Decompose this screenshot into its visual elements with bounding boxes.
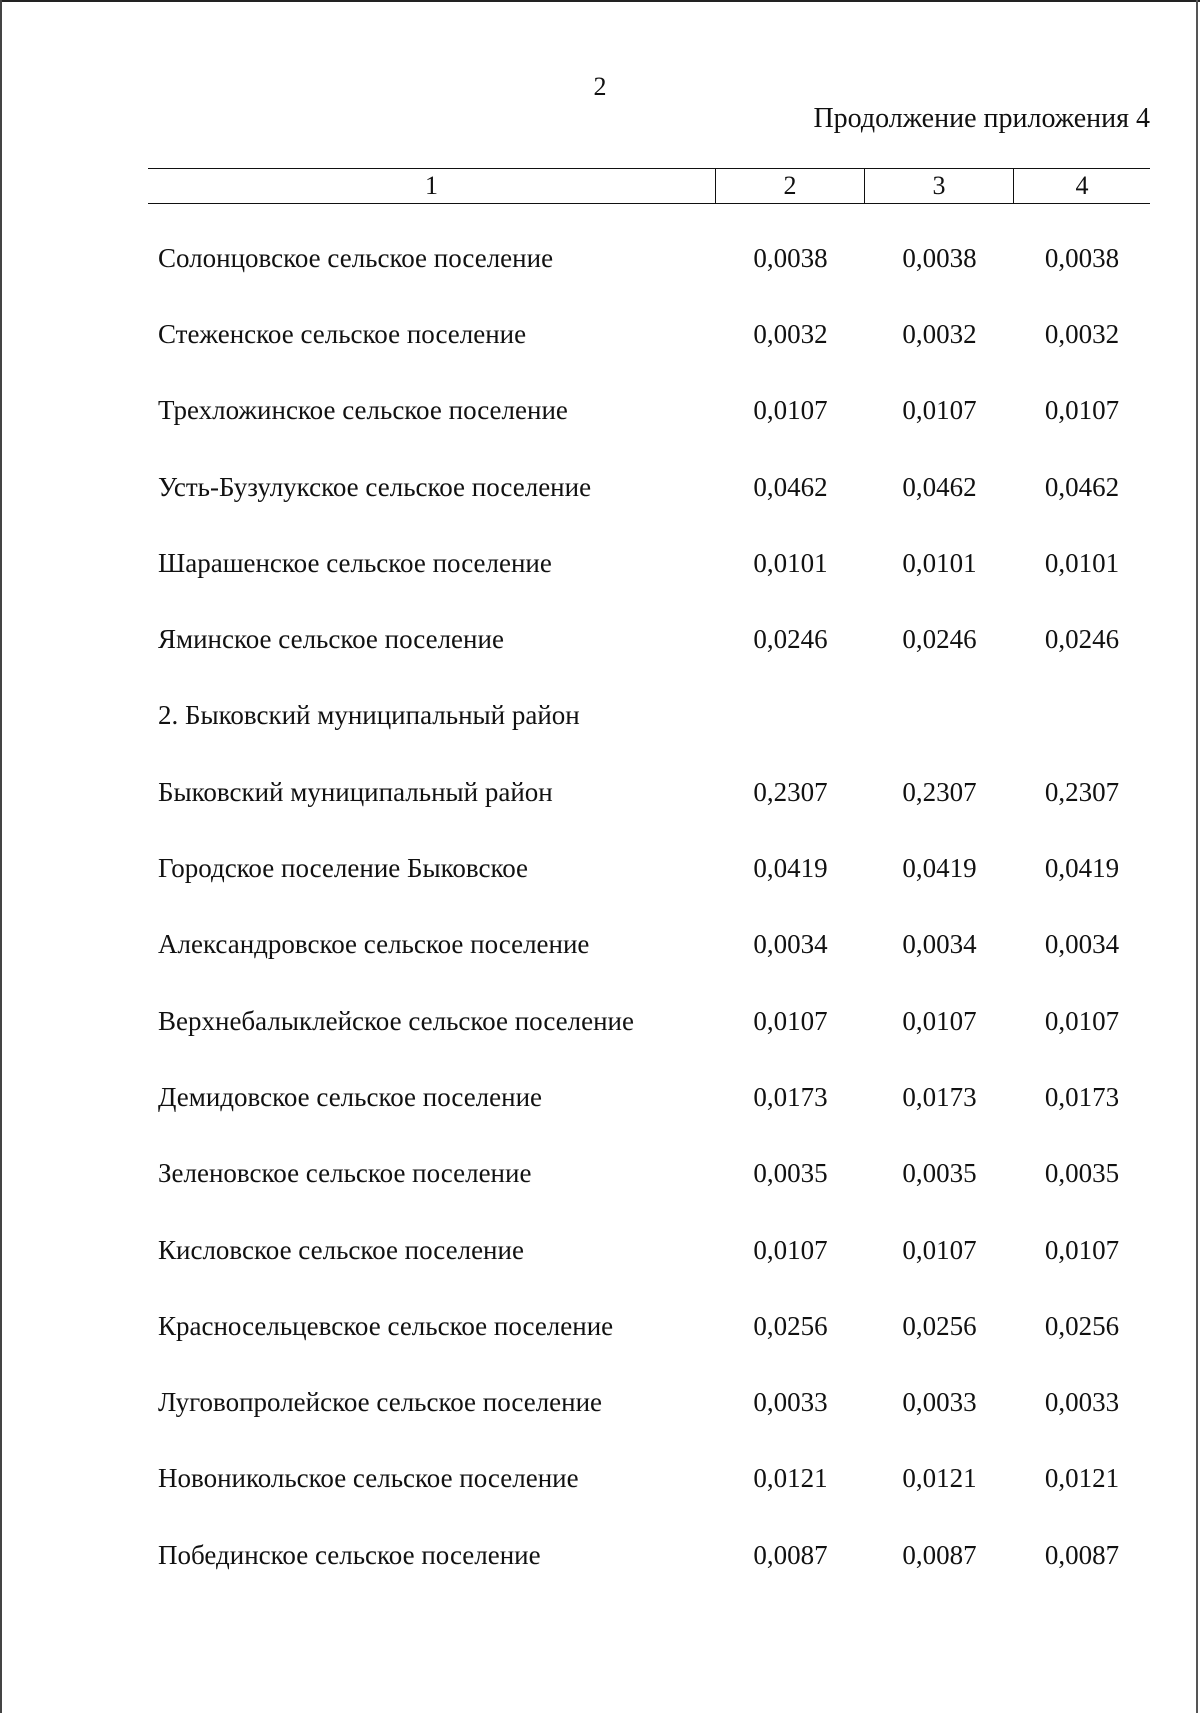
row-value-col4: 0,0121 [1044, 1463, 1120, 1494]
row-name-cell: Красносельцевское сельское поселение [158, 1310, 614, 1341]
row-value-col2: 0,0033 [753, 1387, 828, 1418]
row-value-col2: 0,0038 [753, 242, 828, 273]
row-value-col3: 0,0121 [902, 1463, 977, 1494]
row-name-cell: Верхнебалыклейское сельское поселение [158, 1005, 634, 1036]
row-name-cell: Побединское сельское поселение [158, 1539, 541, 1570]
row-value-col2: 0,0034 [753, 929, 828, 960]
table-body [148, 220, 1150, 1593]
row-name-cell: Александровское сельское поселение [158, 929, 590, 960]
table-row [148, 1364, 1150, 1440]
row-name-cell: Шарашенское сельское поселение [158, 547, 552, 578]
row-value-col2: 0,0173 [753, 1081, 828, 1112]
row-name-cell: Городское поселение Быковское [158, 853, 529, 884]
row-value-col2: 0,0419 [753, 853, 828, 884]
row-value-col2: 0,0035 [753, 1158, 828, 1189]
row-value-col3: 0,0038 [902, 242, 977, 273]
table-header-row [148, 168, 1150, 204]
table-row [148, 678, 1150, 754]
row-value-col3: 0,0033 [902, 1387, 977, 1418]
table-row [148, 601, 1150, 677]
row-value-col3: 0,0032 [902, 318, 977, 349]
row-value-col4: 0,0038 [1044, 242, 1120, 273]
row-value-col4: 0,0107 [1044, 395, 1120, 426]
row-name-cell: Зеленовское сельское поселение [158, 1158, 532, 1189]
scan-edge-top [0, 0, 1200, 2]
table-row [148, 1059, 1150, 1135]
row-value-col2: 0,2307 [753, 776, 828, 807]
row-value-col2: 0,0246 [753, 624, 828, 655]
row-value-col3: 0,0462 [902, 471, 977, 502]
row-value-col4: 0,0462 [1044, 471, 1120, 502]
row-value-col4: 0,0032 [1044, 318, 1120, 349]
table-row [148, 1288, 1150, 1364]
row-value-col2: 0,0107 [753, 1234, 828, 1265]
table-row [148, 1212, 1150, 1288]
row-value-col3: 0,0107 [902, 395, 977, 426]
row-name-cell: Луговопролейское сельское поселение [158, 1387, 603, 1418]
row-value-col4: 0,0034 [1044, 929, 1120, 960]
row-value-col4: 0,0173 [1044, 1081, 1120, 1112]
row-name-cell: Новоникольское сельское поселение [158, 1463, 579, 1494]
row-value-col3: 0,2307 [902, 776, 977, 807]
table-row [148, 296, 1150, 372]
table-row [148, 220, 1150, 296]
row-name-cell: Кисловское сельское поселение [158, 1234, 524, 1265]
column-header-4: 4 [1075, 171, 1089, 200]
row-value-col3: 0,0107 [902, 1234, 977, 1265]
row-value-col2: 0,0107 [753, 395, 828, 426]
row-name-cell: Трехложинское сельское поселение [158, 395, 568, 426]
table-row [148, 754, 1150, 830]
table-row [148, 1441, 1150, 1517]
row-value-col3: 0,0419 [902, 853, 977, 884]
row-value-col4: 0,0246 [1044, 624, 1120, 655]
scan-edge-left [0, 0, 2, 1713]
row-value-col4: 0,0087 [1044, 1539, 1120, 1570]
row-value-col4: 0,0033 [1044, 1387, 1120, 1418]
row-value-col3: 0,0173 [902, 1081, 977, 1112]
row-value-col3: 0,0107 [902, 1005, 977, 1036]
table-row [148, 525, 1150, 601]
column-header-3: 3 [865, 169, 1014, 203]
column-header-1: 1 [148, 169, 716, 203]
row-value-col2: 0,0256 [753, 1310, 828, 1341]
table-row [148, 983, 1150, 1059]
row-value-col2: 0,0107 [753, 1005, 828, 1036]
row-value-col4: 0,0107 [1044, 1234, 1120, 1265]
row-name-cell: Стеженское сельское поселение [158, 318, 527, 349]
table-row [148, 1517, 1150, 1593]
row-value-col4: 0,0101 [1044, 547, 1120, 578]
row-value-col3: 0,0101 [902, 547, 977, 578]
row-value-col2: 0,0101 [753, 547, 828, 578]
row-value-col2: 0,0462 [753, 471, 828, 502]
row-value-col4: 0,2307 [1044, 776, 1120, 807]
row-value-col3: 0,0087 [902, 1539, 977, 1570]
row-name-cell: 2. Быковский муниципальный район [158, 700, 580, 731]
row-value-col3: 0,0035 [902, 1158, 977, 1189]
row-name-cell: Демидовское сельское поселение [158, 1081, 543, 1112]
table-row [148, 830, 1150, 906]
row-value-col4: 0,0107 [1044, 1005, 1120, 1036]
row-name-cell: Яминское сельское поселение [158, 624, 504, 655]
appendix-continuation-label: Продолжение приложения 4 [813, 103, 1150, 134]
row-name-cell: Быковский муниципальный район [158, 776, 553, 807]
table-row [148, 907, 1150, 983]
page-number: 2 [593, 72, 607, 101]
row-value-col2: 0,0121 [753, 1463, 828, 1494]
row-value-col4: 0,0419 [1044, 853, 1120, 884]
table-row [148, 373, 1150, 449]
row-value-col3: 0,0256 [902, 1310, 977, 1341]
row-value-col3: 0,0246 [902, 624, 977, 655]
table-row [148, 1136, 1150, 1212]
row-value-col4: 0,0256 [1044, 1310, 1120, 1341]
row-value-col2: 0,0032 [753, 318, 828, 349]
row-value-col4: 0,0035 [1044, 1158, 1120, 1189]
column-header-2: 2 [716, 169, 865, 203]
table-row [148, 449, 1150, 525]
row-value-col2: 0,0087 [753, 1539, 828, 1570]
scan-edge-right [1196, 0, 1198, 1713]
row-name-cell: Солонцовское сельское поселение [158, 242, 554, 273]
row-value-col3: 0,0034 [902, 929, 977, 960]
row-name-cell: Усть-Бузулукское сельское поселение [158, 471, 592, 502]
